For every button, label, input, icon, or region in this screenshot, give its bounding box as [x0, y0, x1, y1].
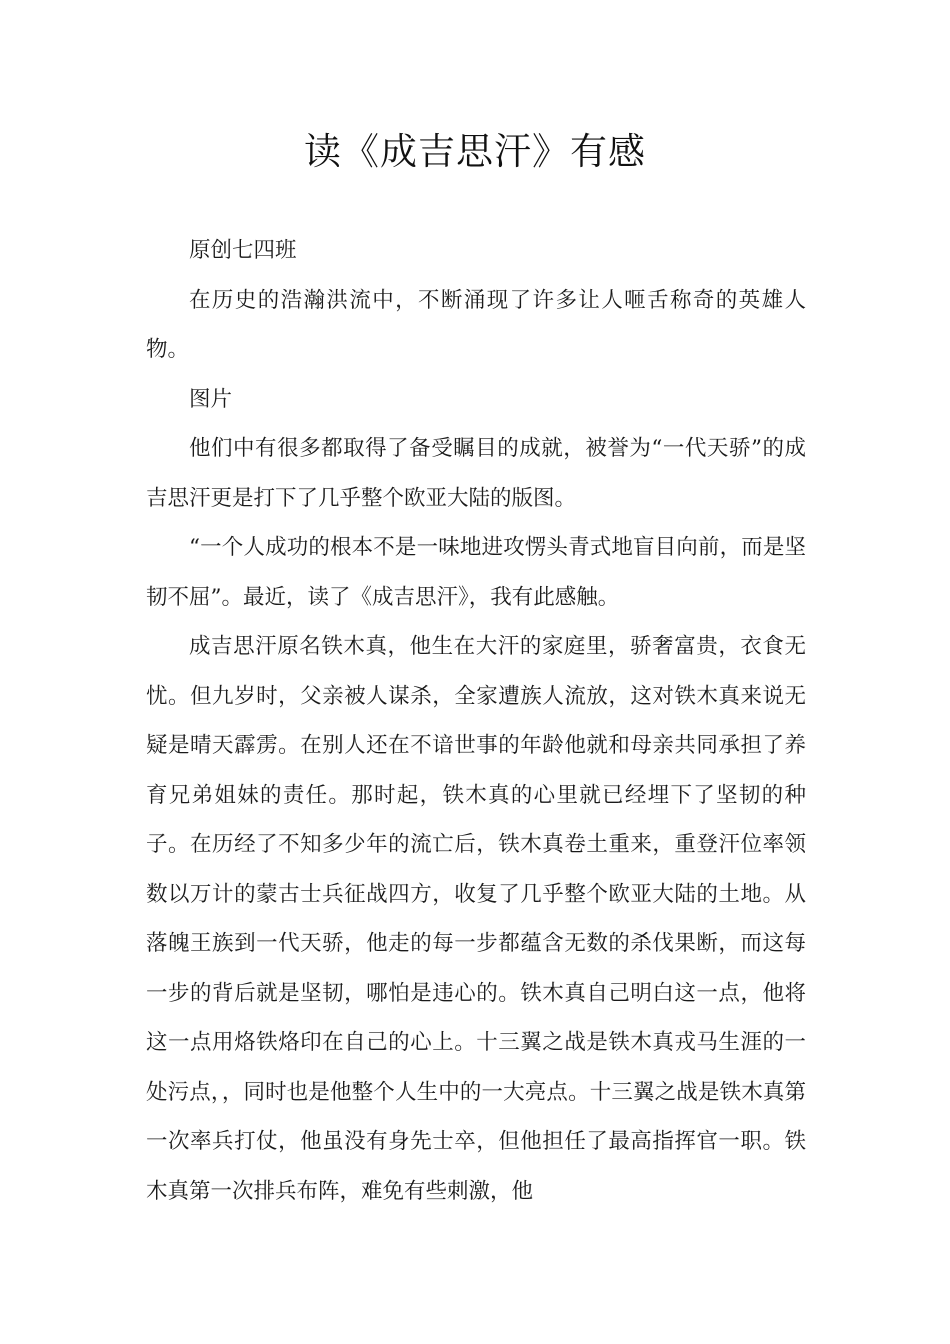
image-placeholder-label: 图片	[189, 386, 233, 412]
paragraph: “一个人成功的根本不是一味地进攻愣头青式地盲目向前，而是坚韧不屈”。最近，读了《成吉思汗》，我有此感触。	[146, 535, 806, 610]
author-line: 原创七四班	[189, 238, 297, 263]
paragraph: 成吉思汗原名铁木真，他生在大汗的家庭里，骄奢富贵，衣食无忧。但九岁时，父亲被人谋杀，全家遭族人流放，这对铁木真来说无疑是晴天霹雳。在别人还在不谙世事的年龄他就和母亲共同承担了养育兄弟姐妹的责任。那时起，铁木真的心里就已经埋下了坚韧的种子。在历经了不知多少年的流亡后，铁木真卷土重来，重登汗位率领数以万计的蒙古士兵征战四方，收复了几乎整个欧亚大陆的土地。从落魄王族到一代天骄，他走的每一步都蕴含无数的杀伐果断，而这每一步的背后就是坚韧，哪怕是违心的。铁木真自己明白这一点，他将这一点用烙铁烙印在自己的心上。十三翼之战是铁木真戎马生涯的一处污点，，同时也是他整个人生中的一大亮点。十三翼之战是铁木真第一次率兵打仗，他虽没有身先士卒，但他担任了最高指挥官一职。铁木真第一次排兵布阵，难免有些刺激，他	[146, 634, 806, 1204]
paragraph: 在历史的浩瀚洪流中，不断涌现了许多让人咂舌称奇的英雄人物。	[146, 287, 806, 362]
paragraph: 他们中有很多都取得了备受瞩目的成就，被誉为“一代天骄”的成吉思汗更是打下了几乎整个欧亚大陆的版图。	[146, 436, 806, 511]
document-body	[146, 226, 806, 1216]
document-title: 读《成吉思汗》有感	[304, 130, 646, 173]
